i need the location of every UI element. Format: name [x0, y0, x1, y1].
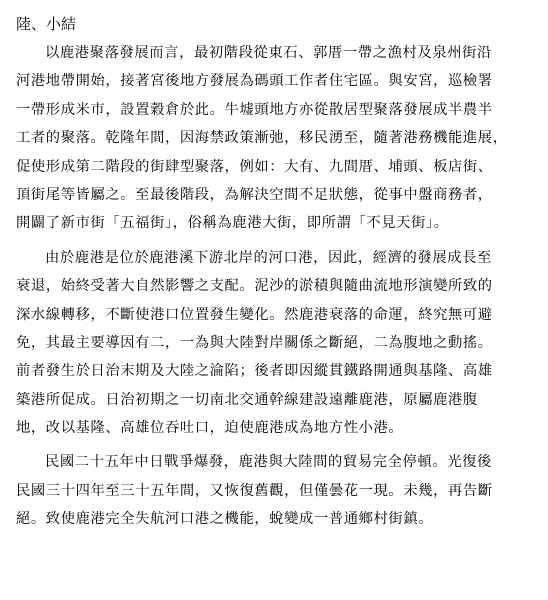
paragraph-line: 民國二十五年中日戰爭爆發，鹿港與大陸間的貿易完全停頓。光復後: [45, 454, 492, 471]
paragraph-line: 由於鹿港是位於鹿港溪下游北岸的河口港，因此，經濟的發展成長至: [45, 249, 492, 266]
paragraph-line: 地，改以基隆、高雄位吞吐口，迫使鹿港成為地方性小港。: [16, 420, 404, 437]
paragraph-line: 河港地帶開始，接著宮後地方發展為碼頭工作者住宅區。與安宮，巡檢署: [16, 73, 493, 90]
paragraph-line: 頂街尾等皆屬之。至最後階段，為解決空間不足狀態，從事中盤商務者，: [16, 186, 493, 203]
paragraph-port-decline: [16, 244, 534, 443]
paragraph-line: 前者發生於日治末期及大陸之淪陷；後者即因縱貫鐵路開通與基隆、高雄: [16, 363, 493, 380]
paragraph-settlement-development: [16, 39, 534, 238]
paragraph-line: 工者的聚落。乾隆年間，因海禁政策漸弛，移民湧至，隨著港務機能進展，: [16, 130, 508, 147]
paragraph-line: 開闢了新市街「五福街」，俗稱為鹿港大街，即所謂「不見天街」。: [16, 215, 449, 232]
section-heading: 陸、小結: [16, 15, 77, 33]
paragraph-line: 促使形成第二階段的街肆型聚落，例如：大有、九間厝、埔頭、板店街、: [16, 158, 493, 175]
paragraph-line: 築港所促成。日治初期之一切南北交通幹線建設遠離鹿港，原屬鹿港腹: [16, 391, 478, 408]
paragraph-line: 一帶形成米市，設置穀倉於此。牛墟頭地方亦從散居型聚落發展成半農半: [16, 101, 493, 118]
paragraph-line: 衰退，始終受著大自然影響之支配。泥沙的淤積與隨曲流地形演變所致的: [16, 278, 493, 295]
paragraph-line: 免，其最主要導因有二，一為與大陸對岸關係之斷絕，二為腹地之動搖。: [16, 334, 493, 351]
document-body: [16, 12, 534, 540]
paragraph-line: 絕。致使鹿港完全失航河口港之機能，蛻變成一普通鄉村街鎮。: [16, 511, 434, 528]
paragraph-line: 深水線轉移，不斷使港口位置發生變化。然鹿港衰落的命運，終究無可避: [16, 306, 493, 323]
paragraph-trade-halt: [16, 448, 534, 533]
paragraph-line: 民國三十四年至三十五年間，又恢復舊觀，但僅曇花一現。未幾，再告斷: [16, 482, 493, 499]
paragraph-line: 以鹿港聚落發展而言，最初階段從東石、郭厝一帶之漁村及泉州街沿: [45, 45, 492, 61]
